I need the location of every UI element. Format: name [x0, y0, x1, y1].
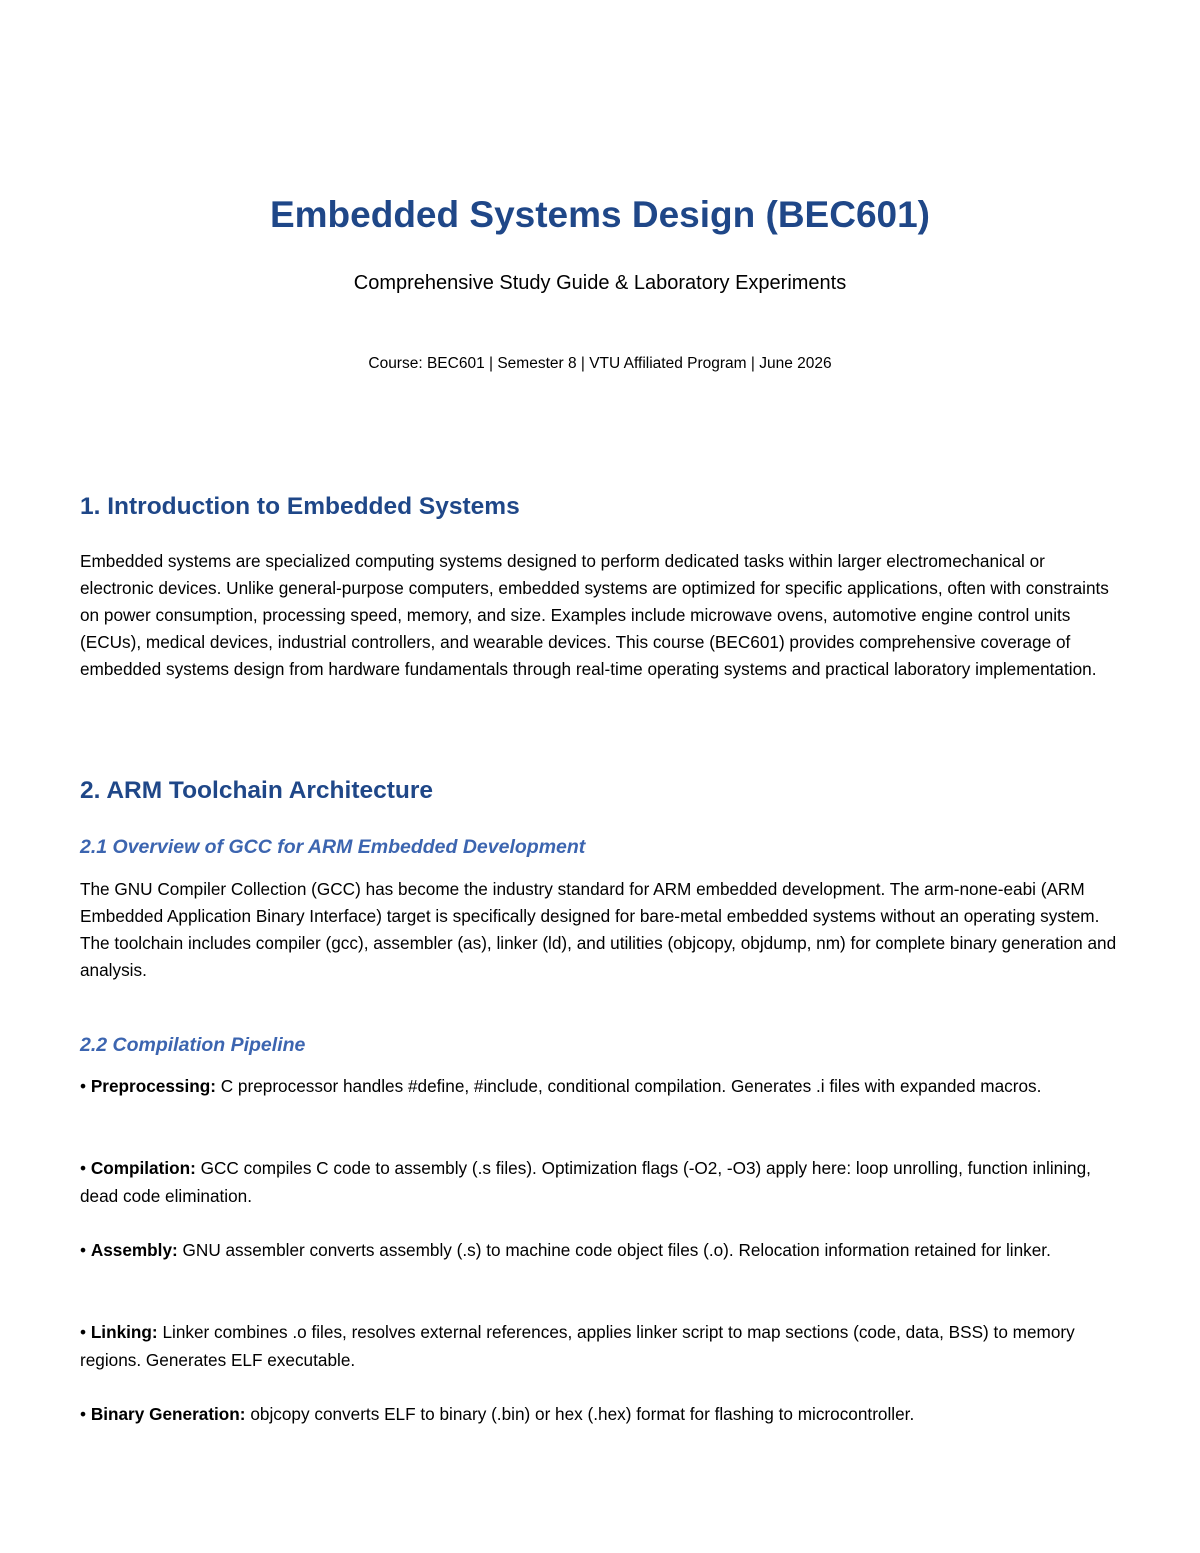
- bullet-assembly: [80, 1237, 1120, 1265]
- bullet-marker: •: [80, 1076, 87, 1096]
- document-title: Embedded Systems Design (BEC601): [269, 194, 931, 235]
- bullet-binary-generation: [80, 1401, 1120, 1429]
- bullet-term: Assembly:: [90, 1240, 178, 1260]
- bullet-preprocessing: [80, 1073, 1120, 1101]
- bullet-compilation: [80, 1155, 1120, 1210]
- bullet-marker: •: [80, 1404, 87, 1424]
- bullet-text: GCC compiles C code to assembly (.s files). Optimization flags (-O2, -O3) apply here: loop unrolling, function inlining, dead code elimination.: [80, 1158, 1091, 1206]
- bullet-text: objcopy converts ELF to binary (.bin) or hex (.hex) format for flashing to microcontroller.: [250, 1404, 915, 1424]
- section-1-heading: 1. Introduction to Embedded Systems: [80, 493, 520, 520]
- section-2-heading: 2. ARM Toolchain Architecture: [80, 777, 434, 804]
- bullet-linking: [80, 1319, 1120, 1374]
- bullet-marker: •: [80, 1158, 87, 1178]
- course-meta: Course: BEC601 | Semester 8 | VTU Affiliated Program | June 2026: [368, 355, 832, 372]
- section-2-1-body: The GNU Compiler Collection (GCC) has become the industry standard for ARM embedded development. The arm-none-eabi (ARM Embedded Application Binary Interface) target is specifically designed for bare-metal embedded systems without an operating system. The toolchain includes compiler (gcc), assembler (as), linker (ld), and utilities (objcopy, objdump, nm) for complete binary generation and analysis.: [80, 879, 1117, 980]
- bullet-text: GNU assembler converts assembly (.s) to machine code object files (.o). Relocation information retained for linker.: [182, 1240, 1051, 1260]
- section-2-2-heading: 2.2 Compilation Pipeline: [80, 1034, 306, 1056]
- bullet-marker: •: [80, 1322, 87, 1342]
- section-2-1-heading: 2.1 Overview of GCC for ARM Embedded Development: [80, 836, 586, 858]
- bullet-text: C preprocessor handles #define, #include, conditional compilation. Generates .i files with expanded macros.: [220, 1076, 1042, 1096]
- bullet-term: Preprocessing:: [90, 1076, 216, 1096]
- bullet-term: Compilation:: [90, 1158, 196, 1178]
- bullet-term: Binary Generation:: [90, 1404, 246, 1424]
- bullet-term: Linking:: [90, 1322, 158, 1342]
- section-1-body: Embedded systems are specialized computing systems designed to perform dedicated tasks within larger electromechanical or electronic devices. Unlike general-purpose computers, embedded systems are optimized for specific applications, often with constraints on power consumption, processing speed, memory, and size. Examples include microwave ovens, automotive engine control units (ECUs), medical devices, industrial controllers, and wearable devices. This course (BEC601) provides comprehensive coverage of embedded systems design from hardware fundamentals through real-time operating systems and practical laboratory implementation.: [80, 551, 1109, 679]
- bullet-text: Linker combines .o files, resolves external references, applies linker script to map sections (code, data, BSS) to memory regions. Generates ELF executable.: [80, 1322, 1075, 1370]
- document-subtitle: Comprehensive Study Guide & Laboratory Experiments: [353, 272, 847, 294]
- bullet-marker: •: [80, 1240, 87, 1260]
